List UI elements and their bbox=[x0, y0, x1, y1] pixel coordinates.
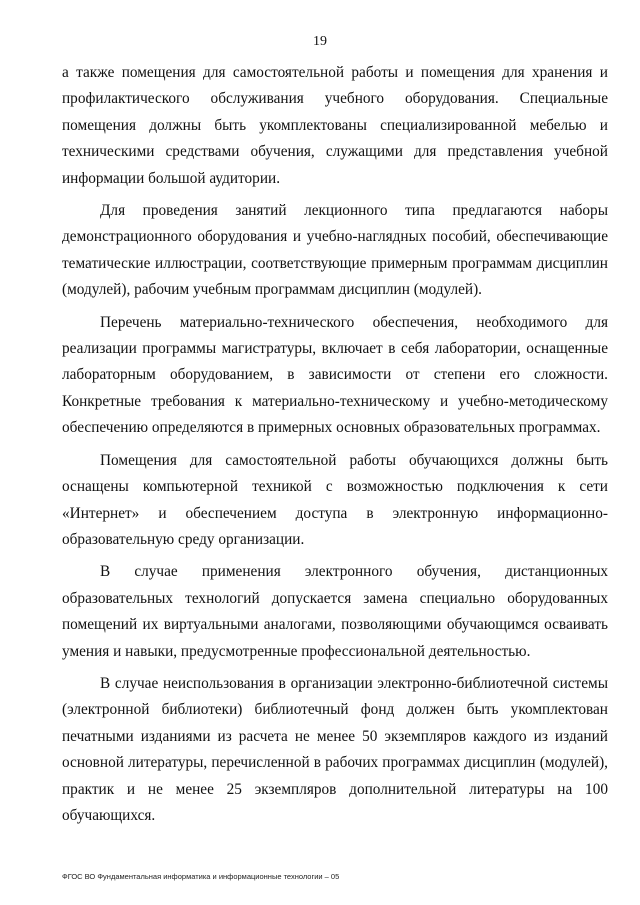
paragraph-3: Перечень материально-технического обеспечения, необходимого для реализации программы магистратуры, включает в себя лаборатории, оснащенные лабораторным оборудованием, в зависимости от степени его сложности. Конкретные требования к материально-техническому и учебно-методическому обеспечению определяются в примерных основных образовательных программах. bbox=[62, 313, 608, 437]
document-body bbox=[62, 60, 608, 829]
page-number: 19 bbox=[313, 34, 327, 49]
paragraph-2: Для проведения занятий лекционного типа предлагаются наборы демонстрационного оборудования и учебно-наглядных пособий, обеспечивающие тематические иллюстрации, соответствующие примерным программам дисциплин (модулей), рабочим учебным программам дисциплин (модулей). bbox=[62, 202, 608, 299]
paragraph-5: В случае применения электронного обучения, дистанционных образовательных технологий допускается замена специально оборудованных помещений их виртуальными аналогами, позволяющими обучающимся осваивать умения и навыки, предусмотренные профессиональной деятельностью. bbox=[62, 563, 608, 660]
footer-note: ФГОС ВО Фундаментальная информатика и информационные технологии – 05 bbox=[62, 872, 340, 881]
paragraph-4: Помещения для самостоятельной работы обучающихся должны быть оснащены компьютерной техникой с возможностью подключения к сети «Интернет» и обеспечением доступа в электронную информационно-образовательную среду организации. bbox=[62, 451, 608, 548]
paragraph-6: В случае неиспользования в организации электронно-библиотечной системы (электронной библиотеки) библиотечный фонд должен быть укомплектован печатными изданиями из расчета не менее 50 экземпляров каждого из изданий основной литературы, перечисленной в рабочих программах дисциплин (модулей), практик и не менее 25 экземпляров дополнительной литературы на 100 обучающихся. bbox=[62, 674, 608, 824]
paragraph-1: а также помещения для самостоятельной работы и помещения для хранения и профилактического обслуживания учебного оборудования. Специальные помещения должны быть укомплектованы специализированной мебелью и техническими средствами обучения, служащими для представления учебной информации большой аудитории. bbox=[62, 64, 608, 187]
